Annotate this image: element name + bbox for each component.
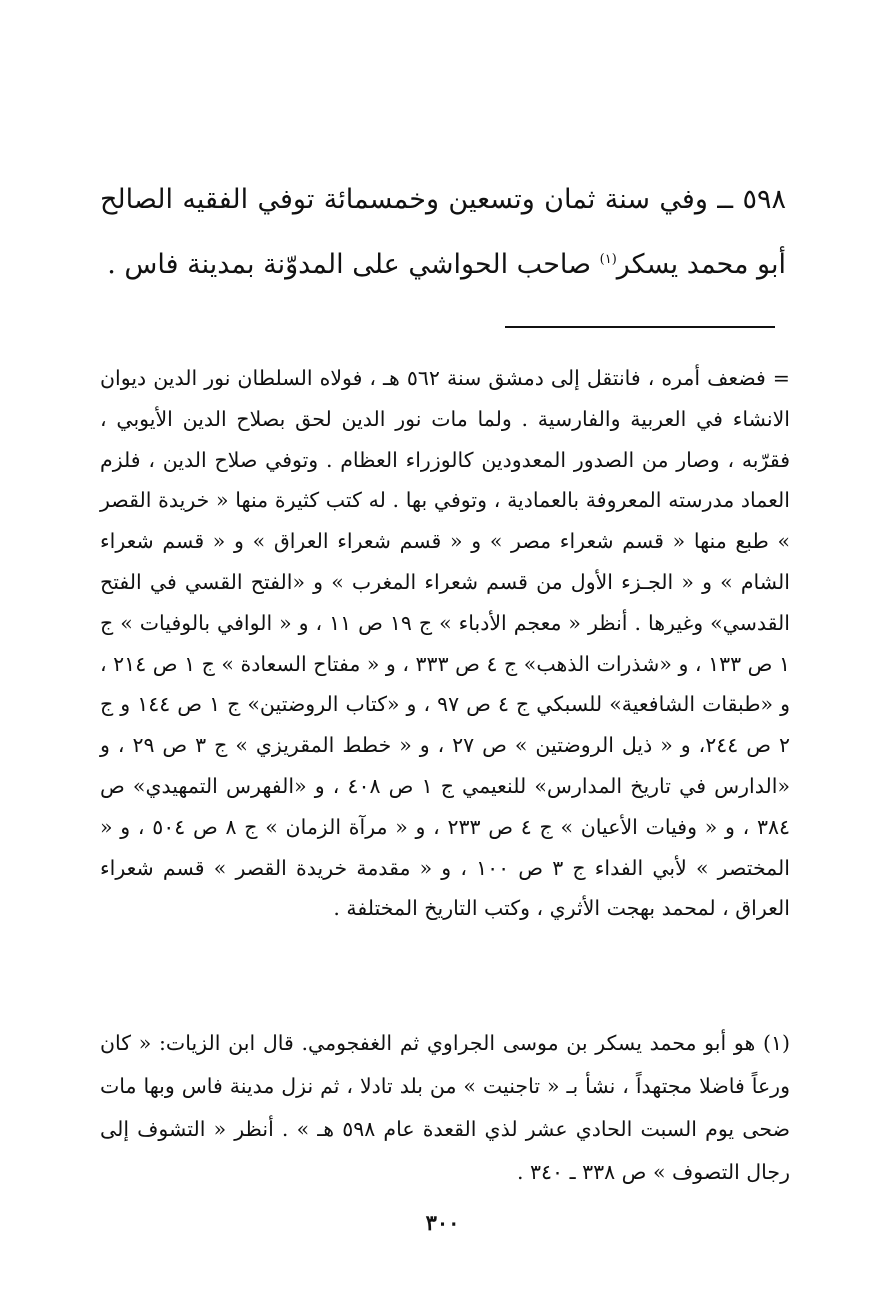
entry-paragraph <box>100 170 786 295</box>
entry-text-end: صاحب الحواشي على المدوّنة بمدينة فاس . <box>107 249 592 280</box>
continued-footnote-text: = فضعف أمره ، فانتقل إلى دمشق سنة ٥٦٢ هـ ، فولاه السلطان نور الدين ديوان الانشاء في العربية والفارسية . ولما مات نور الدين لحق بصلاح الدين الأيوبي ، فقرّبه ، وصار من الصدور المعدودين كالوزراء العظام . وتوفي صلاح الدين ، فلزم العماد مدرسته المعروفة بالعمادية ، وتوفي بها . له كتب كثيرة منها « خريدة القصر » طبع منها « قسم شعراء مصر » و « قسم شعراء العراق » و « قسم شعراء الشام » و « الجـزء الأول من قسم شعراء المغرب » و «الفتح القسي في الفتح القدسي» وغيرها . أنظر « معجم الأدباء » ج ١٩ ص ١١ ، و « الوافي بالوفيات » ج ١ ص ١٣٣ ، و «شذرات الذهب» ج ٤ ص ٣٣٣ ، و « مفتاح السعادة » ج ١ ص ٢١٤ ، و «طبقات الشافعية» للسبكي ج ٤ ص ٩٧ ، و «كتاب الروضتين» ج ١ ص ١٤٤ و ج ٢ ص ٢٤٤، و « ذيل الروضتين » ص ٢٧ ، و « خطط المقريزي » ج ٣ ص ٢٩ ، و «الدارس في تاريخ المدارس» للنعيمي ج ١ ص ٤٠٨ ، و «الفهرس التمهيدي» ص ٣٨٤ ، و « وفيات الأعيان » ج ٤ ص ٢٣٣ ، و « مرآة الزمان » ج ٨ ص ٥٠٤ ، و « المختصر » لأبي الفداء ج ٣ ص ١٠٠ ، و « مقدمة خريدة القصر » قسم شعراء العراق ، لمحمد بهجت الأثري ، وكتب التاريخ المختلفة . <box>100 366 791 921</box>
continued-footnote <box>100 358 790 929</box>
entry-text: ٥٩٨ ــ وفي سنة ثمان وتسعين وخمسمائة توفي الفقيه الصالح أبو محمد يسكر <box>100 184 786 280</box>
footnote <box>100 1022 790 1194</box>
footnote-text: (١) هو أبو محمد يسكر بن موسى الجراوي ثم الغفجومي. قال ابن الزيات: « كان ورعاً فاضلا مجتهداً ، نشأ بـ « تاجنيت » من بلد تادلا ، ثم نزل مدينة فاس وبها مات ضحى يوم السبت الحادي عشر لذي القعدة عام ٥٩٨ هـ » . أنظر « التشوف إلى رجال التصوف » ص ٣٣٨ ـ ٣٤٠ . <box>100 1031 790 1184</box>
footnote-separator <box>505 326 775 328</box>
page-number: ٣٠٠ <box>425 1210 460 1235</box>
main-entry <box>100 170 786 295</box>
footnote-ref-marker: (١) <box>599 252 617 267</box>
